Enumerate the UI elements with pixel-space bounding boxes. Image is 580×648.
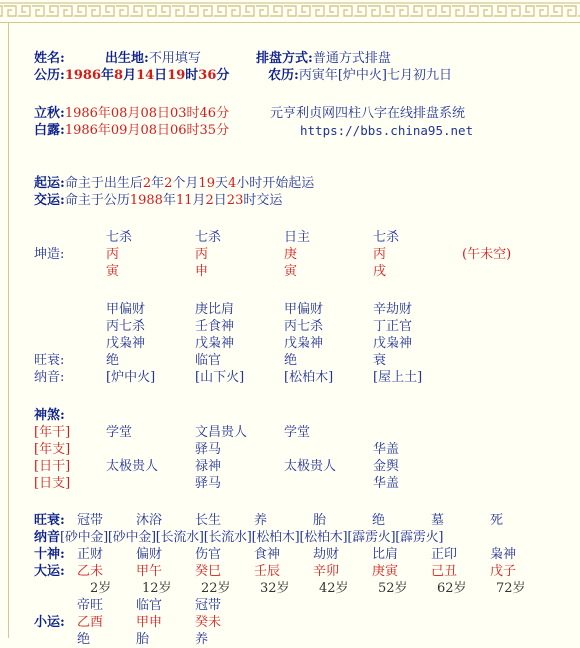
lunar-date [268,67,452,84]
shensha-row: [年干] 学堂 文昌贵人 学堂 [34,425,311,440]
birthplace [105,50,201,67]
kongwang: (午未空) [462,247,512,262]
dayun-wangshuai-row: 旺衰: 冠带 沐浴 长生 养 胎 绝 墓 死 [34,513,504,528]
shensha-row: [年支] 驿马 华盖 [34,442,400,457]
lunar-value: 丙寅年[炉中火]七月初九日 [298,68,452,83]
dayun-extra-wang-row: 帝旺 临官 冠带 [77,598,222,613]
site-name: 元亨利贞网四柱八字在线排盘系统 [270,106,466,121]
xiaoyun-wang-row: 绝 胎 养 [77,632,209,647]
basic-info-row-2 [34,67,574,84]
decorative-left-border [8,22,9,638]
method-label: 排盘方式: [256,51,313,66]
ten-gods-row: 七杀 七杀 日主 七杀 [106,230,400,245]
decorative-top-border [0,0,580,23]
dayun-shishen-row: 十神: 正财 偏财 伤官 食神 劫财 比肩 正印 枭神 [34,547,517,562]
pillar-nayin-row: 纳音: [炉中火] [山下火] [松柏木] [屋上土] [34,370,423,385]
xiaoyun-row: 小运: 乙酉 甲申 癸未 [34,615,222,630]
lunar-label: 农历: [268,68,299,83]
solar-label: 公历: [34,68,65,83]
dayun-ages-row: 2岁 12岁 22岁 32岁 42岁 52岁 62岁 72岁 [90,581,526,596]
pillar-wangshuai-row: 旺衰: 绝 临官 绝 衰 [34,353,387,368]
solar-term-liqiu: 立秋:1986年08月08日03时46分 元亨利贞网四柱八字在线排盘系统 [34,106,466,121]
method [256,50,391,67]
method-value: 普通方式排盘 [312,51,391,66]
dayun-pillars-row: 大运: 乙未 甲午 癸巳 壬辰 辛卯 庚寅 己丑 戊子 [34,564,517,579]
birthplace-value: 不用填写 [148,51,201,66]
site-url-link[interactable]: https://bbs.china95.net [300,123,474,138]
dayun-nayin-row: 纳音[砂中金][砂中金][长流水][长流水][松柏木][松柏木][霹雳火][霹雳火] [34,530,444,545]
jiaoyun-row: 交运:命主于公历1988年11月2日23时交运 [34,193,283,208]
hidden-stems-row-1: 甲偏财 庚比肩 甲偏财 辛劫财 [106,302,413,317]
hidden-stems-row-3: 戊枭神 戊枭神 戊枭神 戊枭神 [106,336,413,351]
earthly-branches-row: 寅 申 寅 戌 [106,264,387,279]
solar-term-bailu: 白露:1986年09月08日06时35分 https://bbs.china95.net [34,123,474,138]
bazi-report [34,50,574,648]
solar-date: 公历:1986年8月14日19时36分 [34,68,230,83]
shensha-row: [日支] 驿马 华盖 [34,476,400,491]
shensha-title: 神煞: [34,408,65,423]
name-label: 姓名: [34,51,65,66]
basic-info-row-1 [34,50,574,67]
birthplace-label: 出生地: [105,51,149,66]
hidden-stems-row-2: 丙七杀 壬食神 丙七杀 丁正官 [106,319,413,334]
shensha-row: [日干] 太极贵人 禄神 太极贵人 金舆 [34,459,400,474]
qiyun-row: 起运:命主于出生后2年2个月19天4小时开始起运 [34,176,315,191]
heavenly-stems-row: 坤造: 丙 丙 庚 丙 (午未空) [34,247,512,262]
